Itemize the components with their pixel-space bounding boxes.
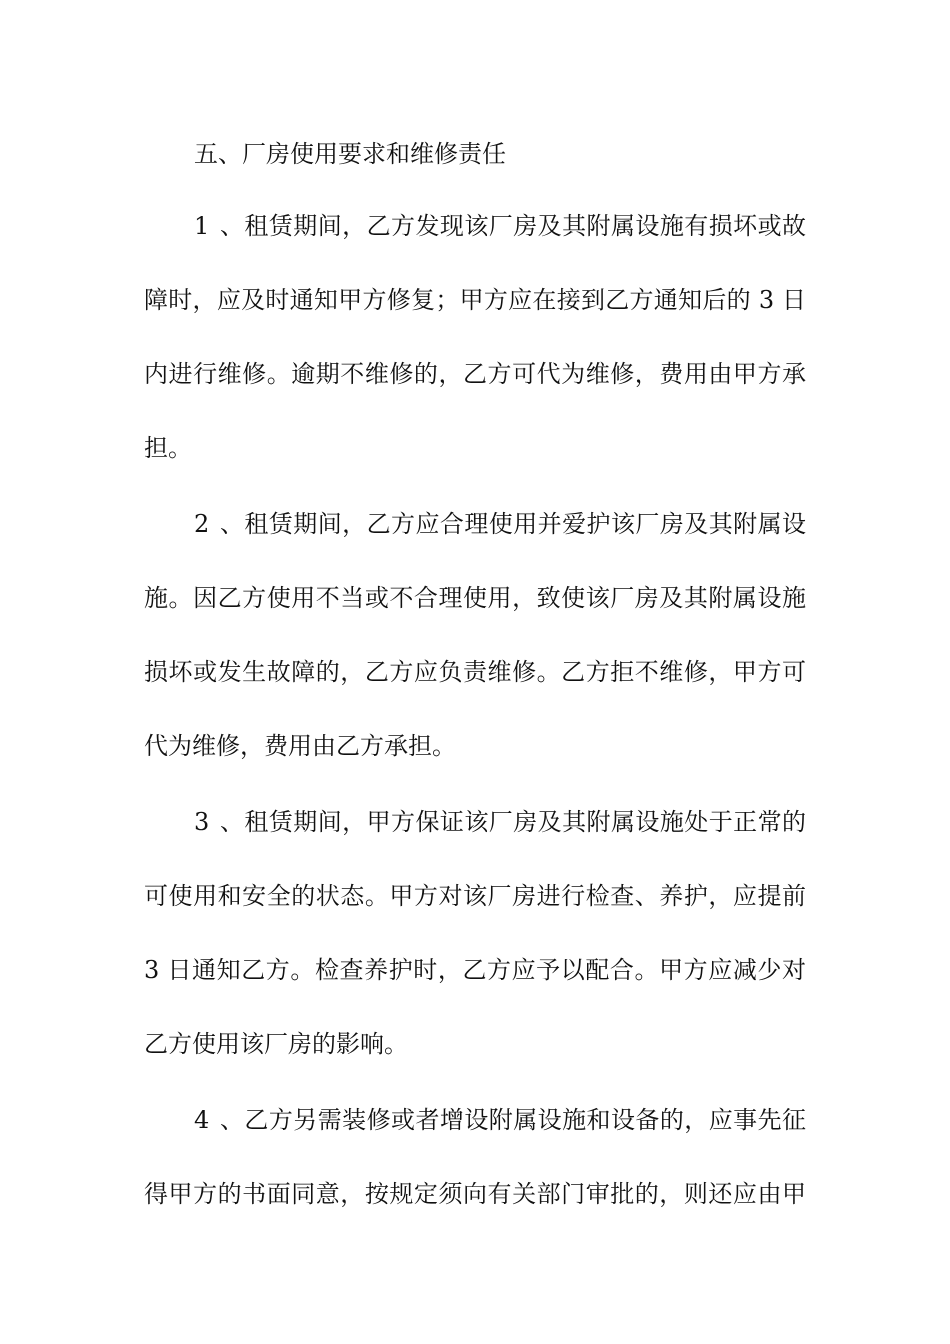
clause-3-line-3: 3 日通知乙方。检查养护时，乙方应予以配合。甲方应减少对: [144, 956, 806, 984]
clause-3-line-4: 乙方使用该厂房的影响。: [144, 1030, 408, 1058]
section-heading: 五、厂房使用要求和维修责任: [194, 140, 506, 168]
clause-1-first-line: [194, 210, 806, 242]
clause-1-line-1: 租赁期间，乙方发现该厂房及其附属设施有损坏或故: [244, 212, 806, 240]
clause-4-first-line: [194, 1104, 806, 1136]
clause-2-line-2: 施。因乙方使用不当或不合理使用，致使该厂房及其附属设施: [144, 584, 806, 612]
clause-2-line-1: 租赁期间，乙方应合理使用并爱护该厂房及其附属设: [244, 510, 806, 538]
clause-3-line-2: 可使用和安全的状态。甲方对该厂房进行检查、养护，应提前: [144, 882, 806, 910]
clause-1-number: 1、: [194, 212, 244, 240]
clause-3-first-line: [194, 806, 806, 838]
clause-3-number: 3、: [194, 808, 244, 836]
clause-4-line-2: 得甲方的书面同意，按规定须向有关部门审批的，则还应由甲: [144, 1180, 806, 1208]
clause-2-number: 2、: [194, 510, 244, 538]
clause-1-line-3: 内进行维修。逾期不维修的，乙方可代为维修，费用由甲方承: [144, 360, 806, 388]
clause-1-line-2: 障时，应及时通知甲方修复；甲方应在接到乙方通知后的 3 日: [144, 286, 806, 314]
clause-4-line-1: 乙方另需装修或者增设附属设施和设备的，应事先征: [244, 1106, 806, 1134]
clause-2-line-3: 损坏或发生故障的，乙方应负责维修。乙方拒不维修，甲方可: [144, 658, 806, 686]
clause-1-line-4: 担。: [144, 434, 192, 462]
clause-3-line-1: 租赁期间，甲方保证该厂房及其附属设施处于正常的: [244, 808, 806, 836]
clause-2-line-4: 代为维修，费用由乙方承担。: [144, 732, 456, 760]
clause-2-first-line: [194, 508, 806, 540]
clause-4-number: 4、: [194, 1106, 244, 1134]
